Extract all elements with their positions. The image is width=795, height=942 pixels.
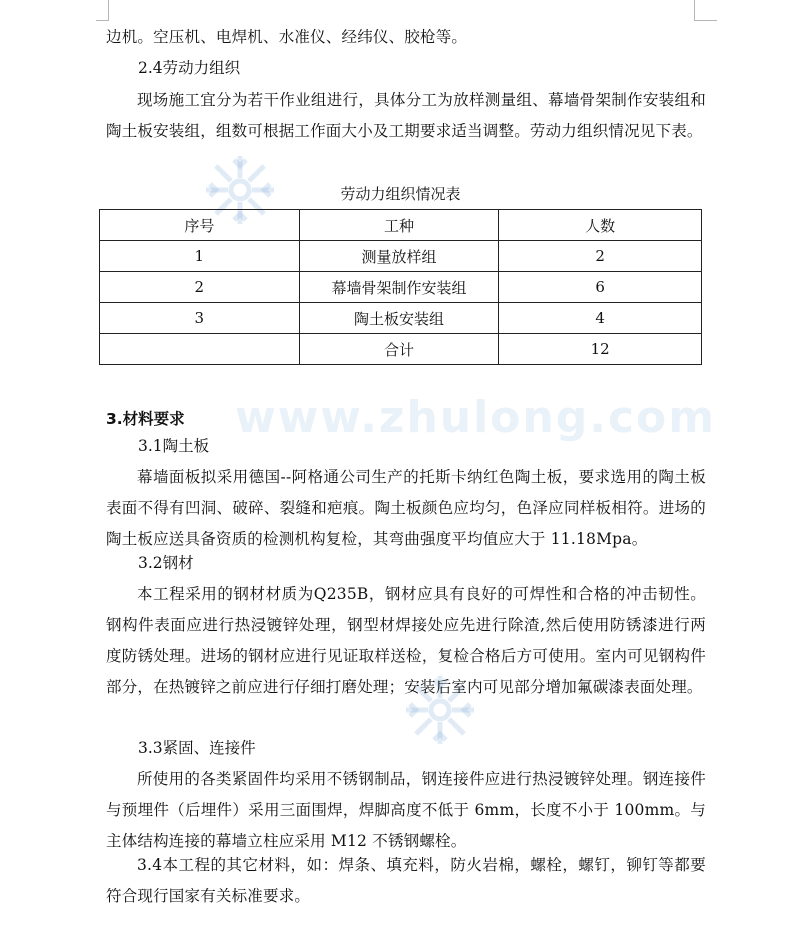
section-3-2-heading: 3.2钢材 bbox=[138, 554, 194, 572]
column-header: 工种 bbox=[299, 210, 499, 241]
crop-mark-left bbox=[96, 0, 109, 21]
section-3-2-body: 本工程采用的钢材材质为Q235B，钢材应具有良好的可焊性和合格的冲击韧性。钢构件表面应进行热浸镀锌处理，钢型材焊接处应先进行除渣,然后使用防锈漆进行两度防锈处理。进场的钢材应进行见证取样送检，复检合格后方可使用。室内可见钢构件部分，在热镀锌之前应进行仔细打磨处理；安装后室内可见部分增加氟碳漆表面处理。 bbox=[106, 585, 706, 696]
section-3-title: 3.材料要求 bbox=[106, 410, 185, 428]
cell-count: 6 bbox=[499, 272, 702, 303]
section-3-4-body: 3.4本工程的其它材料，如：焊条、填充料，防火岩棉，螺栓，螺钉，铆钉等都要符合现行国家有关标准要求。 bbox=[106, 856, 706, 905]
cell-no: 1 bbox=[100, 241, 300, 272]
table-header-row bbox=[100, 210, 702, 241]
watermark-text: www.zhulong.com bbox=[235, 392, 717, 443]
crop-mark-right bbox=[694, 0, 717, 21]
section-3-3-heading: 3.3紧固、连接件 bbox=[138, 739, 256, 757]
table-total-row bbox=[100, 334, 702, 365]
cell-no: 3 bbox=[100, 303, 300, 334]
cell-no: 2 bbox=[100, 272, 300, 303]
section-3-1-body: 幕墙面板拟采用德国--阿格通公司生产的托斯卡纳红色陶土板，要求选用的陶土板表面不得有凹洞、破碎、裂缝和疤痕。陶土板颜色应均匀，色泽应同样板相符。进场的陶土板应送具备资质的检测机构复检，其弯曲强度平均值应大于 11.18Mpa。 bbox=[106, 468, 706, 548]
table-row bbox=[100, 272, 702, 303]
cell-count: 2 bbox=[499, 241, 702, 272]
cell-count: 4 bbox=[499, 303, 702, 334]
cell-no bbox=[100, 334, 300, 365]
column-header: 人数 bbox=[499, 210, 702, 241]
total-count: 12 bbox=[499, 334, 702, 365]
section-3-1-heading: 3.1陶土板 bbox=[138, 437, 210, 455]
cell-type: 幕墙骨架制作安装组 bbox=[299, 272, 499, 303]
column-header: 序号 bbox=[100, 210, 300, 241]
table-caption: 劳动力组织情况表 bbox=[340, 185, 461, 203]
section-2-4-heading: 2.4劳动力组织 bbox=[138, 59, 241, 77]
total-label: 合计 bbox=[299, 334, 499, 365]
cell-type: 陶土板安装组 bbox=[299, 303, 499, 334]
table-row bbox=[100, 303, 702, 334]
section-2-4-body: 现场施工宜分为若干作业组进行，具体分工为放样测量组、幕墙骨架制作安装组和陶土板安装组，组数可根据工作面大小及工期要求适当调整。劳动力组织情况见下表。 bbox=[106, 91, 706, 140]
section-3-3-body: 所使用的各类紧固件均采用不锈钢制品，钢连接件应进行热浸镀锌处理。钢连接件与预埋件（后埋件）采用三面围焊，焊脚高度不低于 6mm，长度不小于 100mm。与主体结构连接的幕墙立柱应采用 M12 不锈钢螺栓。 bbox=[106, 770, 706, 850]
cell-type: 测量放样组 bbox=[299, 241, 499, 272]
labor-table bbox=[99, 209, 702, 365]
table-row bbox=[100, 241, 702, 272]
intro-line: 边机。空压机、电焊机、水准仪、经纬仪、胶枪等。 bbox=[106, 28, 468, 46]
